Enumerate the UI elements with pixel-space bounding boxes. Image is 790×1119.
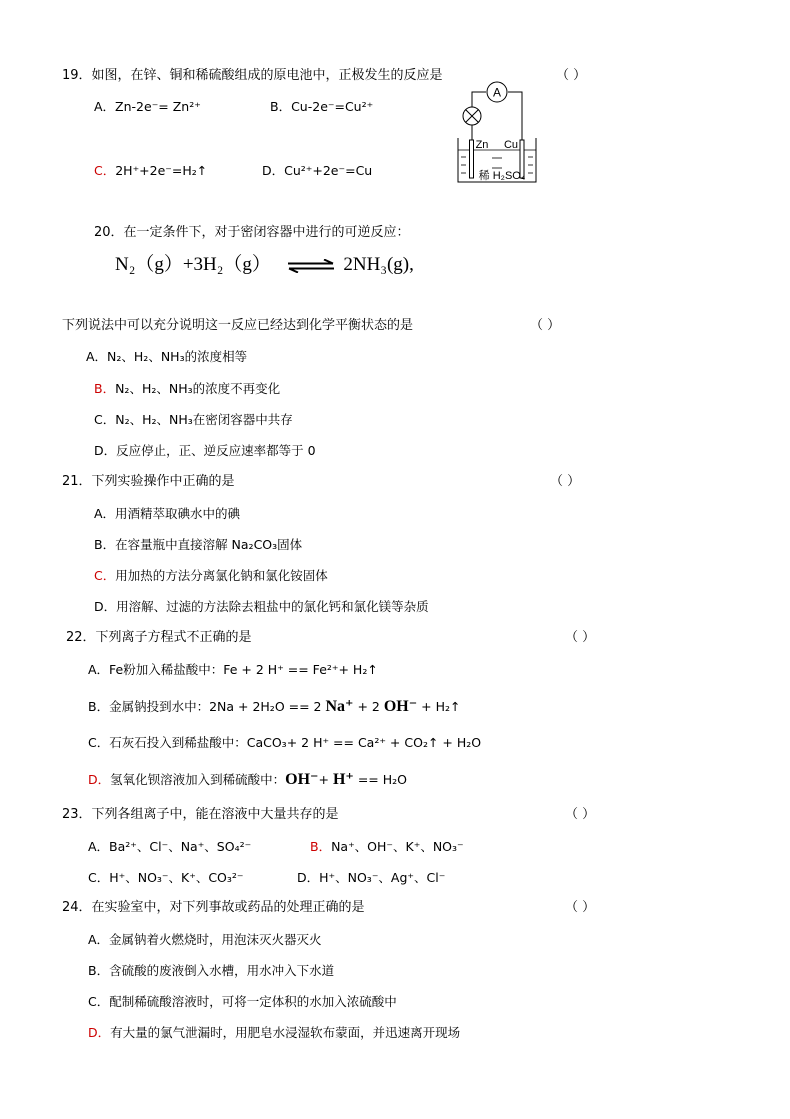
q21-answer-blank: （ ） — [550, 474, 581, 489]
q24-option-d: D．有大量的氯气泄漏时，用肥皂水浸湿软布蒙面，并迅速离开现场 — [88, 1025, 461, 1040]
q20-answer-letter-b: B． — [94, 381, 116, 396]
q19-answer-letter-c: C． — [94, 163, 116, 178]
hydroxide-ion: OH⁻ — [383, 698, 418, 715]
q21-stem: 21．下列实验操作中正确的是 — [62, 474, 235, 489]
q23-option-c: C．H⁺、NO₃⁻、K⁺、CO₃²⁻ — [88, 870, 244, 885]
q24-option-c: C．配制稀硫酸溶液时，可将一定体积的水加入浓硫酸中 — [88, 994, 397, 1009]
q22-option-a: A．Fe粉加入稀盐酸中：Fe + 2 H⁺ == Fe²⁺+ H₂↑ — [88, 662, 378, 677]
q22-option-b: B．金属钠投到水中：2Na + 2H₂O == 2 Na⁺ + 2 OH⁻ + H₂↑ — [88, 698, 461, 715]
hydroxide-ion-d: OH⁻ — [285, 771, 319, 788]
q22-answer-blank: （ ） — [565, 630, 596, 645]
sodium-ion: Na⁺ — [325, 698, 354, 715]
zn-electrode — [470, 140, 474, 178]
ammeter-label: A — [492, 85, 502, 100]
cu-label: Cu — [503, 139, 519, 151]
q20-option-b: B．N₂、H₂、NH₃的浓度不再变化 — [94, 381, 281, 396]
q24-answer-blank: （ ） — [565, 900, 596, 915]
q20-option-a: A．N₂、H₂、NH₃的浓度相等 — [86, 349, 248, 364]
q22-option-d: D．氢氧化钡溶液加入到稀硫酸中：OH⁻+ H⁺ == H₂O — [88, 771, 407, 788]
hydrogen-ion-d: H⁺ — [332, 771, 354, 788]
galvanic-cell-diagram — [452, 78, 542, 188]
q20-equation-right: 2NH₃(g), — [343, 254, 414, 275]
q21-option-a: A．用酒精萃取碘水中的碘 — [94, 506, 241, 521]
q19-stem: 19．如图，在锌、铜和稀硫酸组成的原电池中，正极发生的反应是 — [62, 68, 443, 83]
q24-stem: 24．在实验室中，对下列事故或药品的处理正确的是 — [62, 900, 365, 915]
q21-option-b: B．在容量瓶中直接溶解 Na₂CO₃固体 — [94, 537, 303, 552]
q21-option-c: C．用加热的方法分离氯化钠和氯化铵固体 — [94, 568, 328, 583]
q20-option-d: D．反应停止，正、逆反应速率都等于 0 — [94, 443, 316, 458]
q19-answer-blank: （ ） — [556, 68, 587, 83]
q20-equation — [115, 254, 414, 276]
q19-option-c: C．2H⁺+2e⁻=H₂↑ — [94, 163, 208, 178]
q20-equation-left: N₂（g）+3H₂（g） — [115, 254, 271, 275]
q23-answer-blank: （ ） — [565, 807, 596, 822]
q23-answer-letter-b: B． — [310, 839, 332, 854]
q21-answer-letter-c: C． — [94, 568, 116, 583]
zn-label: Zn — [475, 139, 489, 151]
q24-option-b: B．含硫酸的废液倒入水槽，用水冲入下水道 — [88, 963, 335, 978]
q19-option-a: A．Zn-2e⁻= Zn²⁺ — [94, 99, 201, 114]
q22-stem: 22．下列离子方程式不正确的是 — [66, 630, 252, 645]
q23-stem: 23．下列各组离子中，能在溶液中大量共存的是 — [62, 807, 339, 822]
q22-option-c: C．石灰石投入到稀盐酸中：CaCO₃+ 2 H⁺ == Ca²⁺ + CO₂↑ + H₂O — [88, 735, 482, 750]
solution-label: 稀 H₂SO₄ — [478, 170, 526, 182]
q20-option-c: C．N₂、H₂、NH₃在密闭容器中共存 — [94, 412, 293, 427]
q20-stem: 20．在一定条件下，对于密闭容器中进行的可逆反应： — [94, 225, 410, 240]
q23-option-b: B．Na⁺、OH⁻、K⁺、NO₃⁻ — [310, 839, 464, 854]
equilibrium-arrow-icon — [286, 259, 336, 273]
q24-option-a: A．金属钠着火燃烧时，用泡沫灭火器灭火 — [88, 932, 322, 947]
q20-intro: 下列说法中可以充分说明这一反应已经达到化学平衡状态的是 — [62, 318, 414, 333]
q20-answer-blank: （ ） — [530, 318, 561, 333]
q22-answer-letter-d: D． — [88, 772, 111, 787]
q19-option-d: D．Cu²⁺+2e⁻=Cu — [262, 163, 373, 178]
q23-option-a: A．Ba²⁺、Cl⁻、Na⁺、SO₄²⁻ — [88, 839, 252, 854]
q23-option-d: D．H⁺、NO₃⁻、Ag⁺、Cl⁻ — [297, 870, 446, 885]
q24-answer-letter-d: D． — [88, 1025, 111, 1040]
q19-option-b: B．Cu-2e⁻=Cu²⁺ — [270, 99, 374, 114]
q21-option-d: D．用溶解、过滤的方法除去粗盐中的氯化钙和氯化镁等杂质 — [94, 599, 429, 614]
